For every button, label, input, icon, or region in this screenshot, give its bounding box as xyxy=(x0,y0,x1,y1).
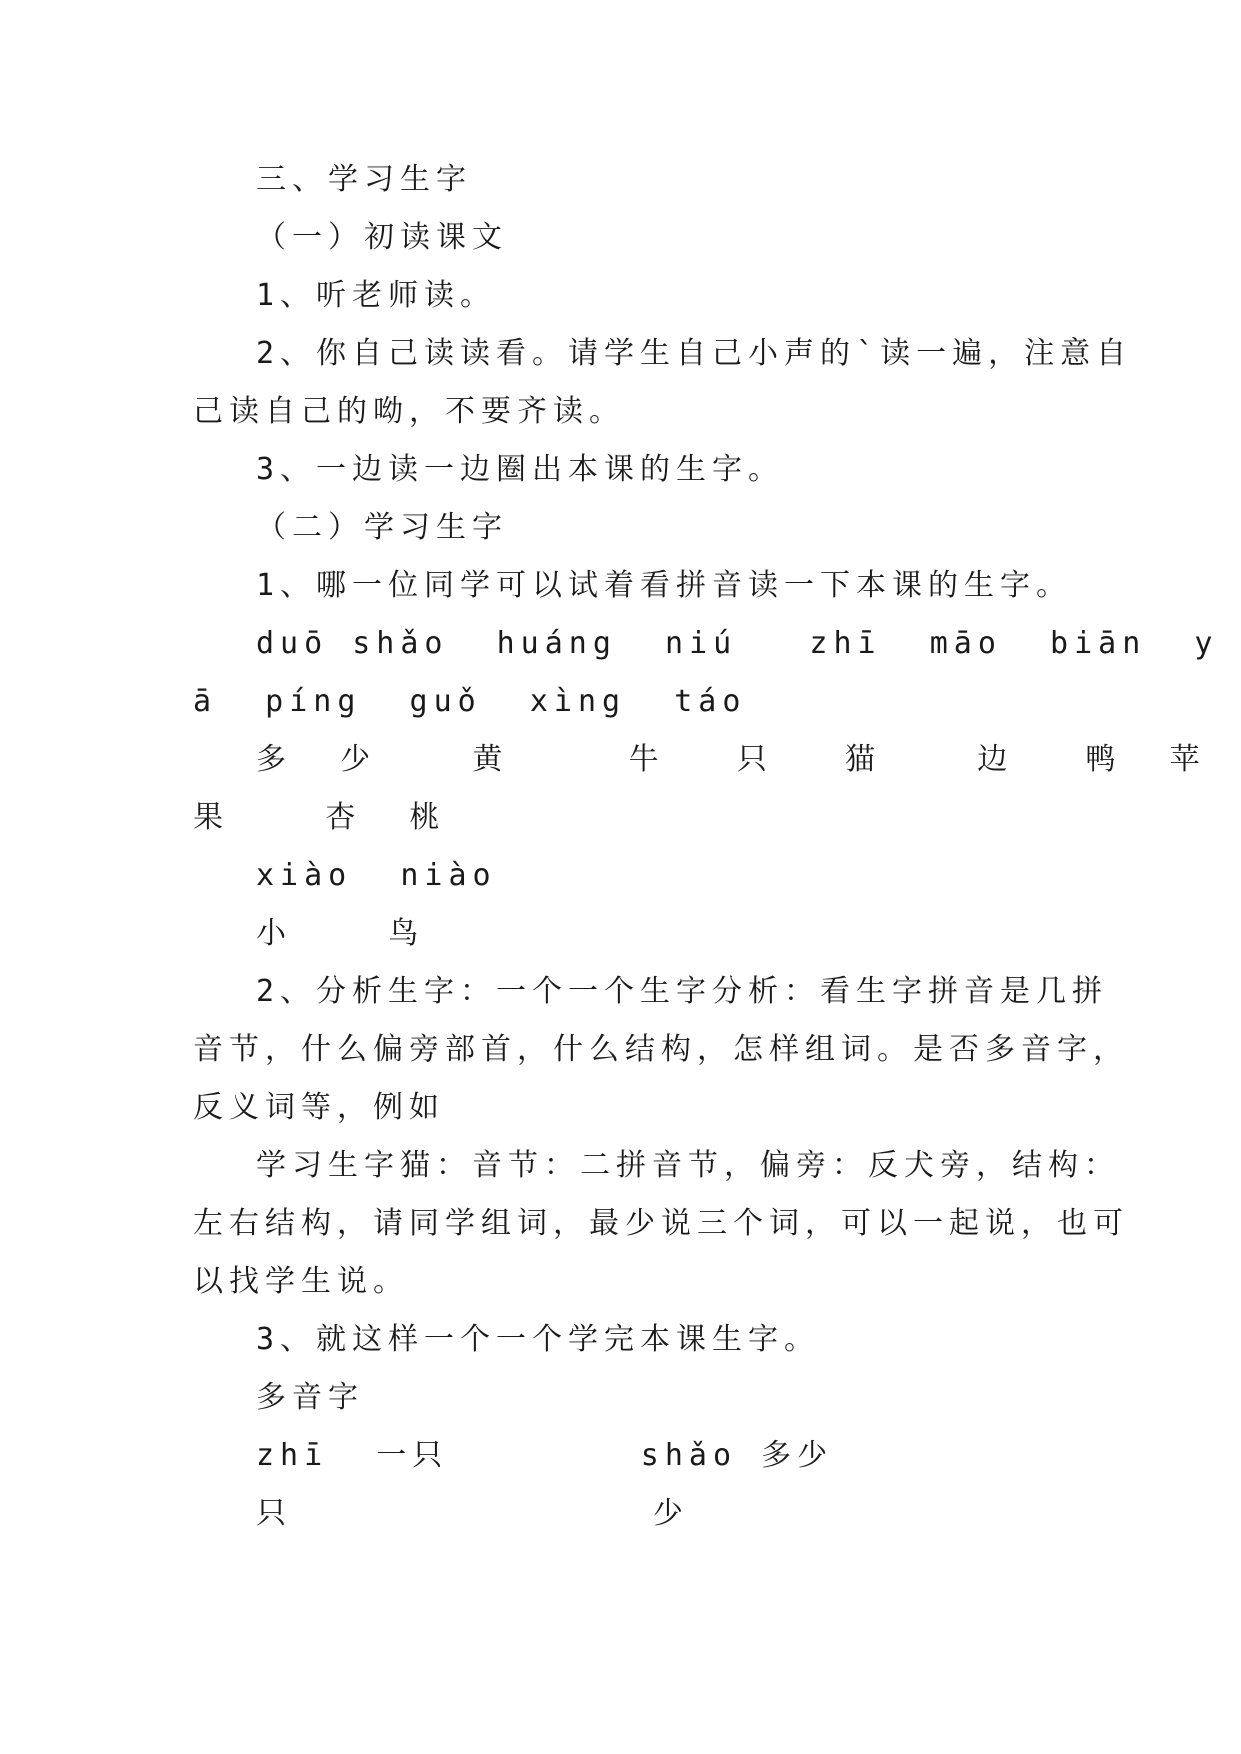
polyphone-pinyin-line: zhī 一只 shǎo 多少 xyxy=(256,1438,834,1473)
subsection-heading-first-reading: （一）初读课文 xyxy=(256,220,508,255)
step-read-yourself: 2、你自己读读看。请学生自己小声的`读一遍，注意自 xyxy=(256,336,1133,371)
step-analyze: 2、分析生字：一个一个生字分析：看生字拼音是几拼 xyxy=(256,974,1109,1009)
polyphone-heading: 多音字 xyxy=(256,1380,364,1415)
pinyin-line-1: duō shǎo huáng niú zhī māo biān y xyxy=(256,626,1219,661)
step-finish: 3、就这样一个一个学完本课生字。 xyxy=(256,1322,821,1357)
pinyin-line-2: ā píng guǒ xìng táo xyxy=(193,684,747,719)
step-circle-characters: 3、一边读一边圈出本课的生字。 xyxy=(256,452,785,487)
step-analyze-continued-1: 音节，什么偏旁部首，什么结构，怎样组词。是否多音字， xyxy=(193,1032,1129,1067)
example-paragraph-continued-1: 左右结构，请同学组词，最少说三个词，可以一起说，也可 xyxy=(193,1206,1129,1241)
polyphone-characters-line: 只 少 xyxy=(256,1496,689,1531)
step-listen: 1、听老师读。 xyxy=(256,278,497,313)
step-analyze-continued-2: 反义词等，例如 xyxy=(193,1090,445,1125)
pinyin-line-3: xiào niào xyxy=(256,858,497,893)
characters-line-2: 果 杏 桃 xyxy=(193,800,446,835)
characters-line-1: 多 少 黄 牛 只 猫 边 鸭 苹 xyxy=(256,742,1206,777)
section-heading: 三、学习生字 xyxy=(256,162,472,197)
step-read-yourself-continued: 己读自己的呦，不要齐读。 xyxy=(193,394,625,429)
example-paragraph: 学习生字猫：音节：二拼音节，偏旁：反犬旁，结构： xyxy=(256,1148,1120,1183)
characters-line-3: 小 鸟 xyxy=(256,916,425,951)
step-read-pinyin: 1、哪一位同学可以试着看拼音读一下本课的生字。 xyxy=(256,568,1073,603)
subsection-heading-learn-characters: （二）学习生字 xyxy=(256,510,508,545)
example-paragraph-continued-2: 以找学生说。 xyxy=(193,1264,409,1299)
